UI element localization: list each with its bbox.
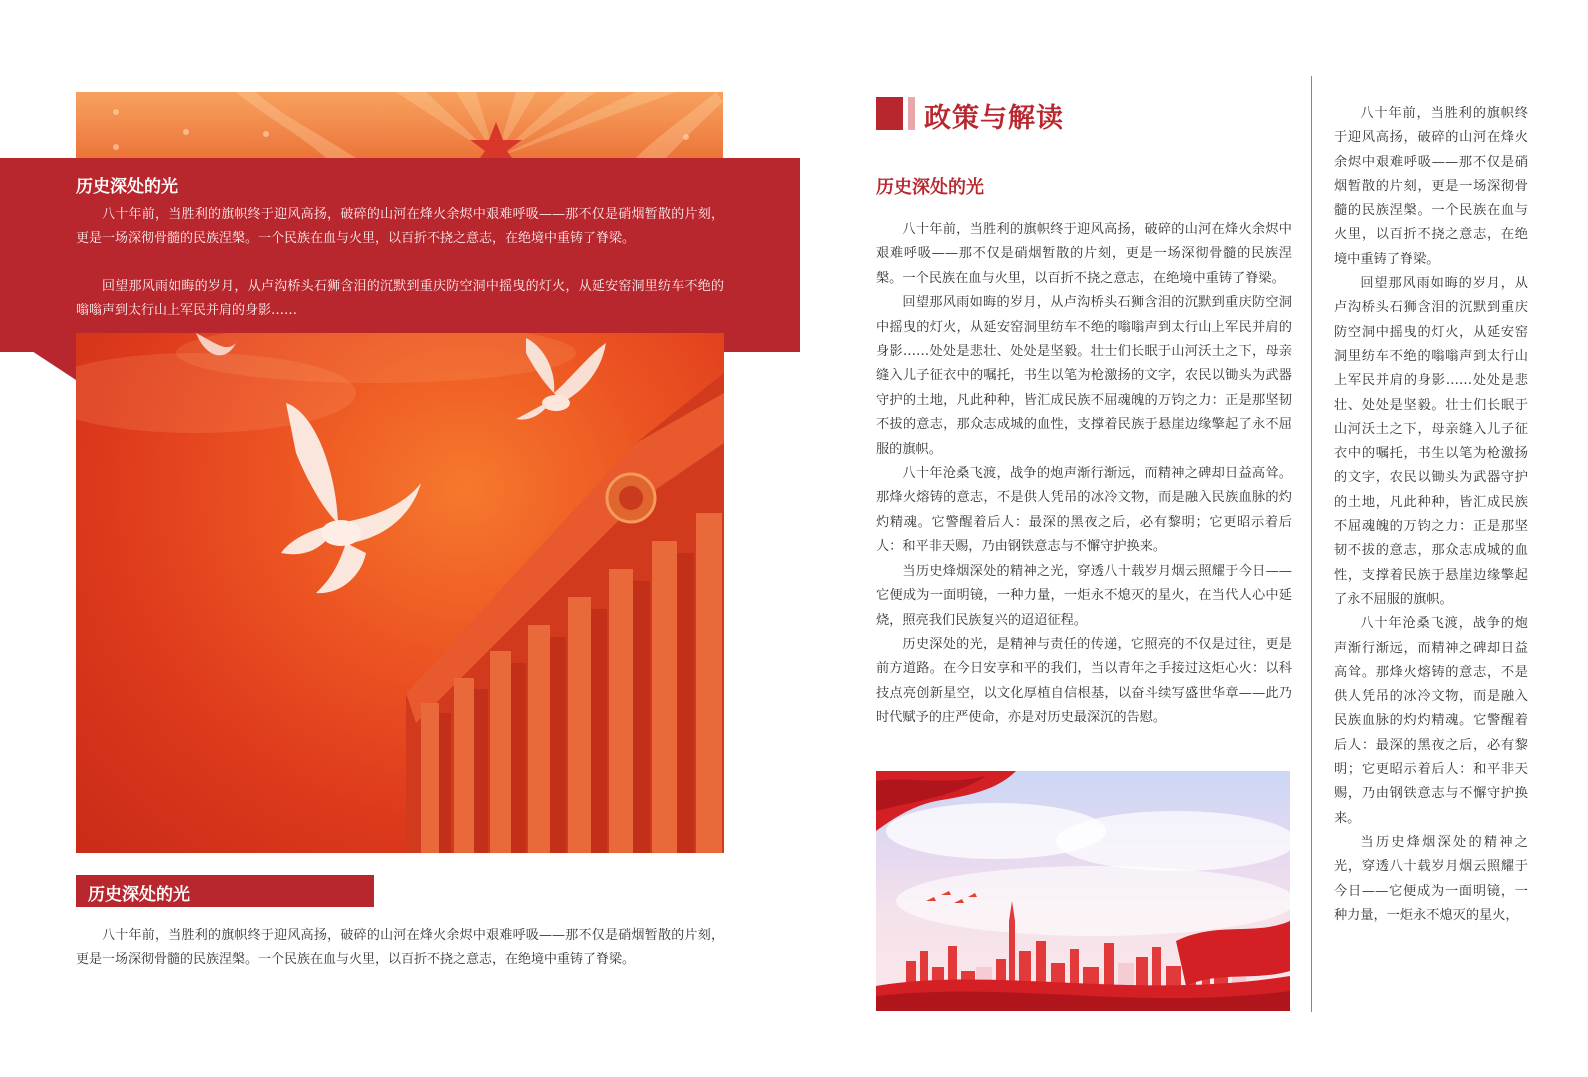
middle-paragraph: 回望那风雨如晦的岁月，从卢沟桥头石狮含泪的沉默到重庆防空洞中摇曳的灯火，从延安窑洞里纺车不绝的嗡嗡声到太行山上军民并肩的身影……处处是悲壮、处处是坚毅。壮士们长眠于山河沃土之下，母亲缝入儿子征衣中的嘱托，书生以笔为枪激扬的文字，农民以锄头为武器守护的土地，凡此种种，皆汇成民族不屈魂魄的万钧之力：正是那坚韧不拔的意志，那众志成城的血性，支撑着民族于悬崖边缘擎起了永不屈服的旗帜。 bbox=[876, 295, 1292, 457]
right-paragraph: 八十年前，当胜利的旗帜终于迎风高扬，破碎的山河在烽火余烬中艰难呼吸——那不仅是硝烟暂散的片刻，更是一场深彻骨髓的民族涅槃。一个民族在血与火里，以百折不挠之意志，在绝境中重铸了脊梁。 bbox=[1334, 106, 1528, 267]
flag-and-skyline-graphic bbox=[876, 771, 1290, 1011]
column-divider bbox=[1311, 76, 1312, 1012]
right-article-column bbox=[1334, 102, 1528, 928]
section-header-title: 政策与解读 bbox=[924, 103, 1064, 134]
emblem-rays-graphic bbox=[76, 92, 723, 158]
top-decorative-photo bbox=[76, 92, 723, 158]
article-subtitle: 历史深处的光 bbox=[876, 177, 984, 198]
hero-photo-doves-hall bbox=[76, 333, 724, 853]
right-paragraph: 当历史烽烟深处的精神之光，穿透八十载岁月烟云照耀于今日——它便成为一面明镜，一种力量，一炬永不熄灭的星火， bbox=[1334, 834, 1528, 923]
red-band-tail bbox=[0, 330, 76, 380]
middle-article-column bbox=[876, 218, 1292, 731]
section-header-block bbox=[876, 97, 903, 130]
right-paragraph: 回望那风雨如晦的岁月，从卢沟桥头石狮含泪的沉默到重庆防空洞中摇曳的灯火，从延安窑洞里纺车不绝的嗡嗡声到太行山上军民并肩的身影……处处是悲壮、处处是坚毅。壮士们长眠于山河沃土之下，母亲缝入儿子征衣中的嘱托，书生以笔为枪激扬的文字，农民以锄头为武器守护的土地，凡此种种，皆汇成民族不屈魂魄的万钧之力：正是那坚韧不拔的意志，那众志成城的血性，支撑着民族于悬崖边缘擎起了永不屈服的旗帜。 bbox=[1334, 276, 1528, 607]
band-paragraph-1: 八十年前，当胜利的旗帜终于迎风高扬，破碎的山河在烽火余烬中艰难呼吸——那不仅是硝烟暂散的片刻，更是一场深彻骨髓的民族涅槃。一个民族在血与火里，以百折不挠之意志，在绝境中重铸了脊梁。 bbox=[76, 207, 724, 246]
band-title: 历史深处的光 bbox=[76, 177, 178, 197]
middle-paragraph: 八十年前，当胜利的旗帜终于迎风高扬，破碎的山河在烽火余烬中艰难呼吸——那不仅是硝烟暂散的片刻，更是一场深彻骨髓的民族涅槃。一个民族在血与火里，以百折不挠之意志，在绝境中重铸了脊梁。 bbox=[876, 222, 1292, 286]
middle-paragraph: 历史深处的光，是精神与责任的传递，它照亮的不仅是过往，更是前方道路。在今日安享和平的我们，当以青年之手接过这炬心火：以科技点亮创新星空，以文化厚植自信根基，以奋斗续写盛世华章——此乃时代赋予的庄严使命，亦是对历史最深沉的告慰。 bbox=[876, 636, 1292, 726]
section-header-stripe bbox=[908, 97, 915, 130]
city-skyline-photo bbox=[876, 771, 1290, 1011]
middle-paragraph: 当历史烽烟深处的精神之光，穿透八十载岁月烟云照耀于今日——它便成为一面明镜，一种力量，一炬永不熄灭的星火，在当代人心中延烧，照亮我们民族复兴的迢迢征程。 bbox=[876, 563, 1292, 628]
middle-paragraph: 八十年沧桑飞渡，战争的炮声渐行渐远，而精神之碑却日益高耸。那烽火熔铸的意志，不是供人凭吊的冰冷文物，而是融入民族血脉的灼灼精魂。它警醒着后人：最深的黑夜之后，必有黎明；它更昭示着后人：和平非天赐，乃由钢铁意志与不懈守护换来。 bbox=[876, 466, 1292, 555]
band-paragraph-2: 回望那风雨如晦的岁月，从卢沟桥头石狮含泪的沉默到重庆防空洞中摇曳的灯火，从延安窑洞里纺车不绝的嗡嗡声到太行山上军民并肩的身影…… bbox=[76, 279, 724, 318]
right-paragraph: 八十年沧桑飞渡，战争的炮声渐行渐远，而精神之碑却日益高耸。那烽火熔铸的意志，不是供人凭吊的冰冷文物，而是融入民族血脉的灼灼精魂。它警醒着后人：最深的黑夜之后，必有黎明；它更昭示着后人：和平非天赐，乃由钢铁意志与不懈守护换来。 bbox=[1334, 616, 1528, 826]
bottom-paragraph: 八十年前，当胜利的旗帜终于迎风高扬，破碎的山河在烽火余烬中艰难呼吸——那不仅是硝烟暂散的片刻，更是一场深彻骨髓的民族涅槃。一个民族在血与火里，以百折不挠之意志，在绝境中重铸了脊梁。 bbox=[76, 928, 724, 967]
bottom-title: 历史深处的光 bbox=[88, 885, 190, 905]
doves-and-great-hall-graphic bbox=[76, 333, 724, 853]
